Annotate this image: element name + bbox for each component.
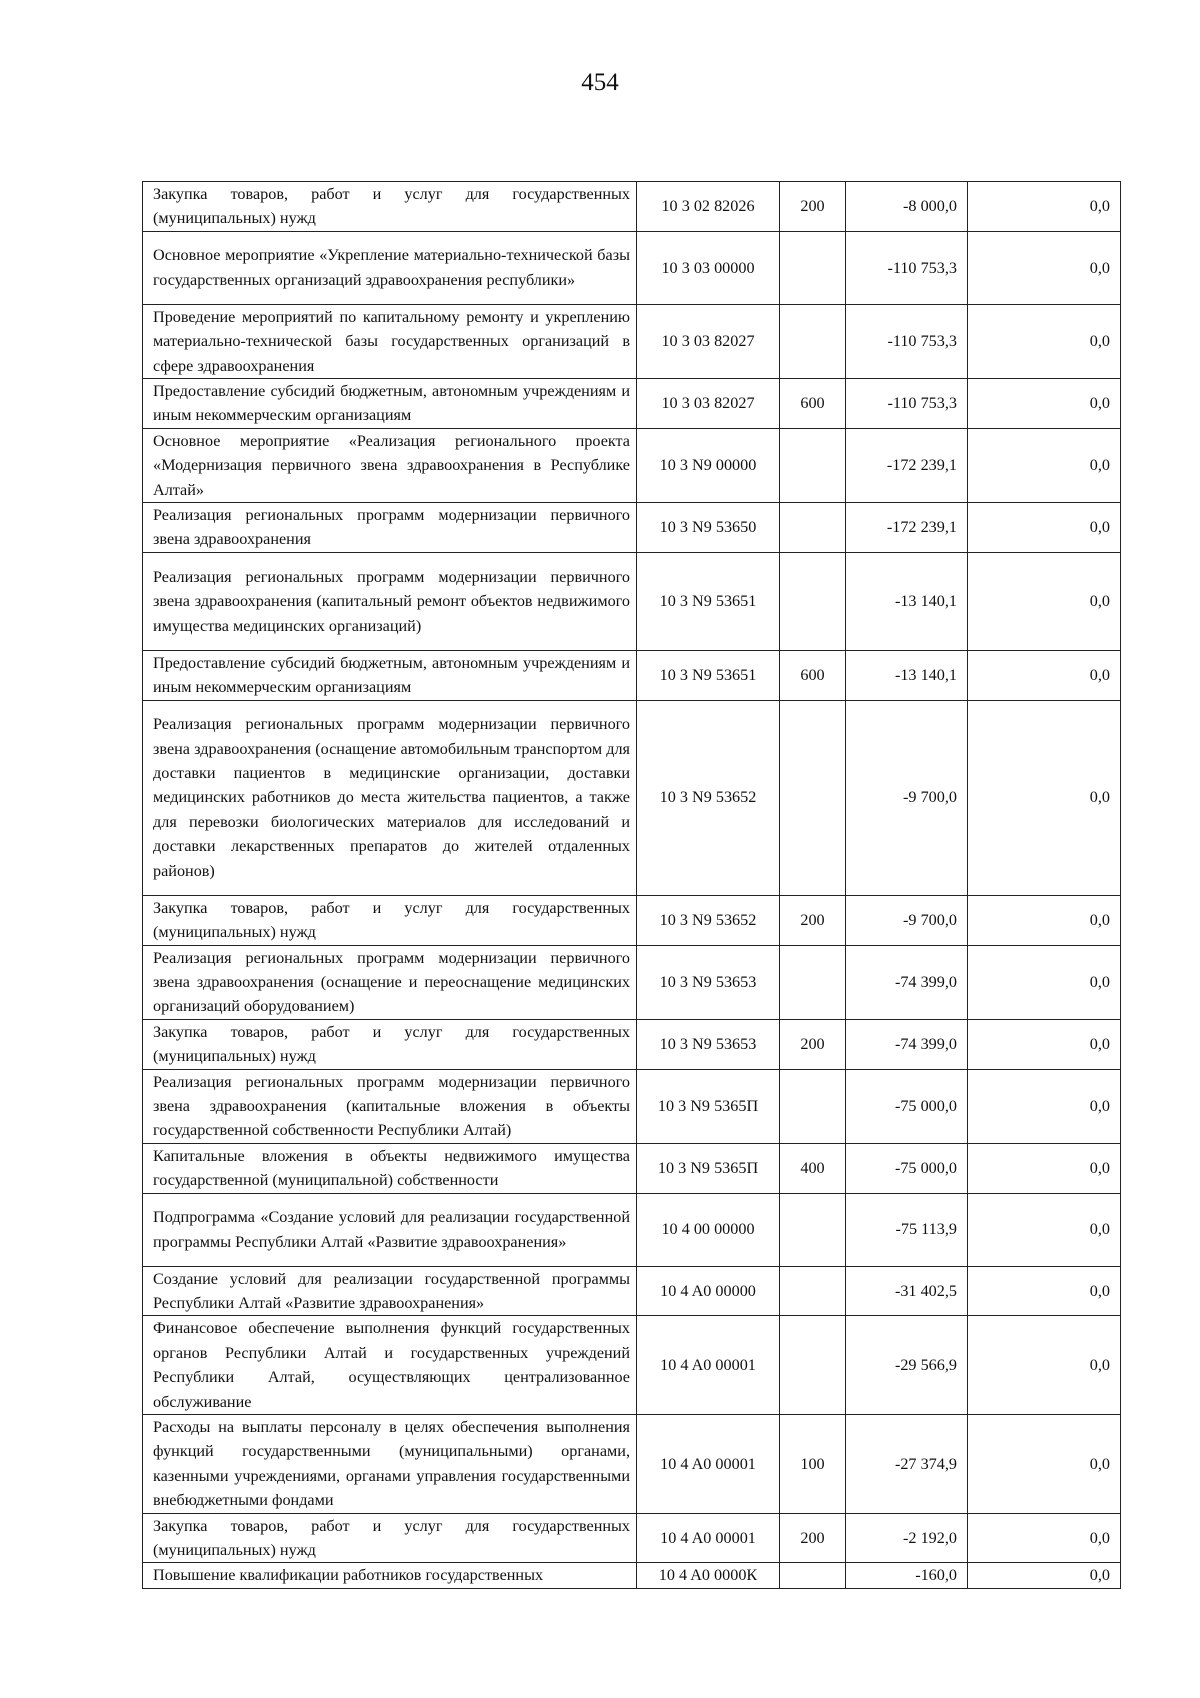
row-amount-2: 0,0 — [968, 945, 1121, 1019]
row-amount-2: 0,0 — [968, 379, 1121, 429]
row-amount-2: 0,0 — [968, 1266, 1121, 1316]
row-amount: -29 566,9 — [846, 1316, 968, 1415]
row-amount-2: 0,0 — [968, 895, 1121, 945]
row-expense-type: 600 — [780, 379, 846, 429]
row-amount: -75 000,0 — [846, 1069, 968, 1143]
row-amount: -2 192,0 — [846, 1513, 968, 1563]
row-expense-type: 400 — [780, 1143, 846, 1193]
table-row — [143, 650, 1121, 700]
row-amount-2: 0,0 — [968, 650, 1121, 700]
row-expense-type — [780, 428, 846, 502]
table-row — [143, 1266, 1121, 1316]
row-code: 10 3 N9 53653 — [637, 1019, 780, 1069]
table-row — [143, 552, 1121, 650]
row-amount-2: 0,0 — [968, 1143, 1121, 1193]
row-code: 10 3 03 82027 — [637, 379, 780, 429]
row-name: Закупка товаров, работ и услуг для государственных (муниципальных) нужд — [143, 1513, 637, 1563]
row-name: Реализация региональных программ модернизации первичного звена здравоохранения (капитальные вложения в объекты государственной собственности Республики Алтай) — [143, 1069, 637, 1143]
row-amount: -172 239,1 — [846, 503, 968, 553]
row-code: 10 3 N9 53651 — [637, 552, 780, 650]
table-row — [143, 1513, 1121, 1563]
row-code: 10 4 A0 00001 — [637, 1513, 780, 1563]
row-code: 10 4 A0 0000К — [637, 1563, 780, 1588]
row-amount-2: 0,0 — [968, 1316, 1121, 1415]
row-code: 10 3 03 00000 — [637, 231, 780, 304]
row-name: Создание условий для реализации государственной программы Республики Алтай «Развитие здравоохранения» — [143, 1266, 637, 1316]
row-amount: -74 399,0 — [846, 945, 968, 1019]
row-amount-2: 0,0 — [968, 1069, 1121, 1143]
budget-table — [142, 181, 1121, 1589]
row-amount: -160,0 — [846, 1563, 968, 1588]
row-amount-2: 0,0 — [968, 182, 1121, 232]
table-row — [143, 182, 1121, 232]
row-expense-type — [780, 1563, 846, 1588]
table-row — [143, 379, 1121, 429]
row-expense-type — [780, 552, 846, 650]
table-row — [143, 1143, 1121, 1193]
row-name: Финансовое обеспечение выполнения функций государственных органов Республики Алтай и государственных учреждений Республики Алтай, осуществляющих централизованное обслуживание — [143, 1316, 637, 1415]
row-code: 10 3 02 82026 — [637, 182, 780, 232]
row-code: 10 3 N9 53650 — [637, 503, 780, 553]
row-code: 10 3 N9 53651 — [637, 650, 780, 700]
row-amount: -110 753,3 — [846, 231, 968, 304]
row-expense-type: 200 — [780, 1019, 846, 1069]
row-amount: -9 700,0 — [846, 895, 968, 945]
row-expense-type: 200 — [780, 1513, 846, 1563]
row-amount-2: 0,0 — [968, 700, 1121, 895]
table-row — [143, 231, 1121, 304]
table-row — [143, 1316, 1121, 1415]
row-expense-type — [780, 231, 846, 304]
row-expense-type — [780, 945, 846, 1019]
row-amount-2: 0,0 — [968, 428, 1121, 502]
row-code: 10 4 A0 00000 — [637, 1266, 780, 1316]
row-code: 10 3 N9 53652 — [637, 700, 780, 895]
row-name: Реализация региональных программ модернизации первичного звена здравоохранения (оснащение и переоснащение медицинских организаций оборудованием) — [143, 945, 637, 1019]
row-name: Повышение квалификации работников государственных — [143, 1563, 637, 1588]
row-expense-type — [780, 1193, 846, 1266]
row-expense-type — [780, 503, 846, 553]
table-row — [143, 1193, 1121, 1266]
row-amount: -27 374,9 — [846, 1415, 968, 1514]
row-expense-type: 600 — [780, 650, 846, 700]
row-amount-2: 0,0 — [968, 1193, 1121, 1266]
row-expense-type: 200 — [780, 182, 846, 232]
row-name: Реализация региональных программ модернизации первичного звена здравоохранения (оснащение автомобильным транспортом для доставки пациентов в медицинские организации, доставки медицинских работников до места жительства пациентов, а также для перевозки биологических материалов для исследований и доставки лекарственных препаратов до жителей отдаленных районов) — [143, 700, 637, 895]
row-name: Подпрограмма «Создание условий для реализации государственной программы Республики Алтай «Развитие здравоохранения» — [143, 1193, 637, 1266]
row-name: Предоставление субсидий бюджетным, автономным учреждениям и иным некоммерческим организациям — [143, 379, 637, 429]
row-code: 10 3 N9 5365П — [637, 1069, 780, 1143]
row-expense-type — [780, 700, 846, 895]
table-row — [143, 1019, 1121, 1069]
row-amount: -13 140,1 — [846, 552, 968, 650]
row-amount-2: 0,0 — [968, 552, 1121, 650]
row-amount: -75 113,9 — [846, 1193, 968, 1266]
row-amount: -110 753,3 — [846, 304, 968, 378]
row-amount: -110 753,3 — [846, 379, 968, 429]
row-amount-2: 0,0 — [968, 503, 1121, 553]
row-name: Проведение мероприятий по капитальному ремонту и укреплению материально-технической базы государственных организаций в сфере здравоохранения — [143, 304, 637, 378]
row-code: 10 3 N9 53653 — [637, 945, 780, 1019]
row-name: Закупка товаров, работ и услуг для государственных (муниципальных) нужд — [143, 1019, 637, 1069]
row-expense-type — [780, 1069, 846, 1143]
row-name: Реализация региональных программ модернизации первичного звена здравоохранения — [143, 503, 637, 553]
table-row — [143, 1069, 1121, 1143]
table-row — [143, 304, 1121, 378]
row-name: Капитальные вложения в объекты недвижимого имущества государственной (муниципальной) собственности — [143, 1143, 637, 1193]
row-expense-type — [780, 1316, 846, 1415]
table-row — [143, 503, 1121, 553]
row-amount-2: 0,0 — [968, 1415, 1121, 1514]
table-row — [143, 895, 1121, 945]
row-name: Закупка товаров, работ и услуг для государственных (муниципальных) нужд — [143, 182, 637, 232]
row-amount: -9 700,0 — [846, 700, 968, 895]
row-amount: -74 399,0 — [846, 1019, 968, 1069]
row-amount: -13 140,1 — [846, 650, 968, 700]
table-row — [143, 1563, 1121, 1588]
row-amount: -31 402,5 — [846, 1266, 968, 1316]
row-amount-2: 0,0 — [968, 1513, 1121, 1563]
row-expense-type: 100 — [780, 1415, 846, 1514]
row-code: 10 3 N9 5365П — [637, 1143, 780, 1193]
row-expense-type — [780, 1266, 846, 1316]
row-name: Основное мероприятие «Реализация регионального проекта «Модернизация первичного звена здравоохранения в Республике Алтай» — [143, 428, 637, 502]
table-row — [143, 1415, 1121, 1514]
row-code: 10 4 A0 00001 — [637, 1415, 780, 1514]
row-amount: -75 000,0 — [846, 1143, 968, 1193]
row-amount-2: 0,0 — [968, 1019, 1121, 1069]
row-code: 10 4 A0 00001 — [637, 1316, 780, 1415]
row-amount: -172 239,1 — [846, 428, 968, 502]
page-number: 454 — [581, 69, 619, 96]
row-amount-2: 0,0 — [968, 1563, 1121, 1588]
row-amount: -8 000,0 — [846, 182, 968, 232]
table-row — [143, 945, 1121, 1019]
row-name: Предоставление субсидий бюджетным, автономным учреждениям и иным некоммерческим организациям — [143, 650, 637, 700]
row-name: Расходы на выплаты персоналу в целях обеспечения выполнения функций государственными (муниципальными) органами, казенными учреждениями, органами управления государственными внебюджетными фондами — [143, 1415, 637, 1514]
row-code: 10 3 N9 53652 — [637, 895, 780, 945]
row-name: Реализация региональных программ модернизации первичного звена здравоохранения (капитальный ремонт объектов недвижимого имущества медицинских организаций) — [143, 552, 637, 650]
row-amount-2: 0,0 — [968, 231, 1121, 304]
row-code: 10 3 03 82027 — [637, 304, 780, 378]
row-expense-type: 200 — [780, 895, 846, 945]
row-name: Основное мероприятие «Укрепление материально-технической базы государственных организаций здравоохранения республики» — [143, 231, 637, 304]
row-name: Закупка товаров, работ и услуг для государственных (муниципальных) нужд — [143, 895, 637, 945]
table-row — [143, 700, 1121, 895]
row-expense-type — [780, 304, 846, 378]
row-code: 10 3 N9 00000 — [637, 428, 780, 502]
row-amount-2: 0,0 — [968, 304, 1121, 378]
table-row — [143, 428, 1121, 502]
row-code: 10 4 00 00000 — [637, 1193, 780, 1266]
